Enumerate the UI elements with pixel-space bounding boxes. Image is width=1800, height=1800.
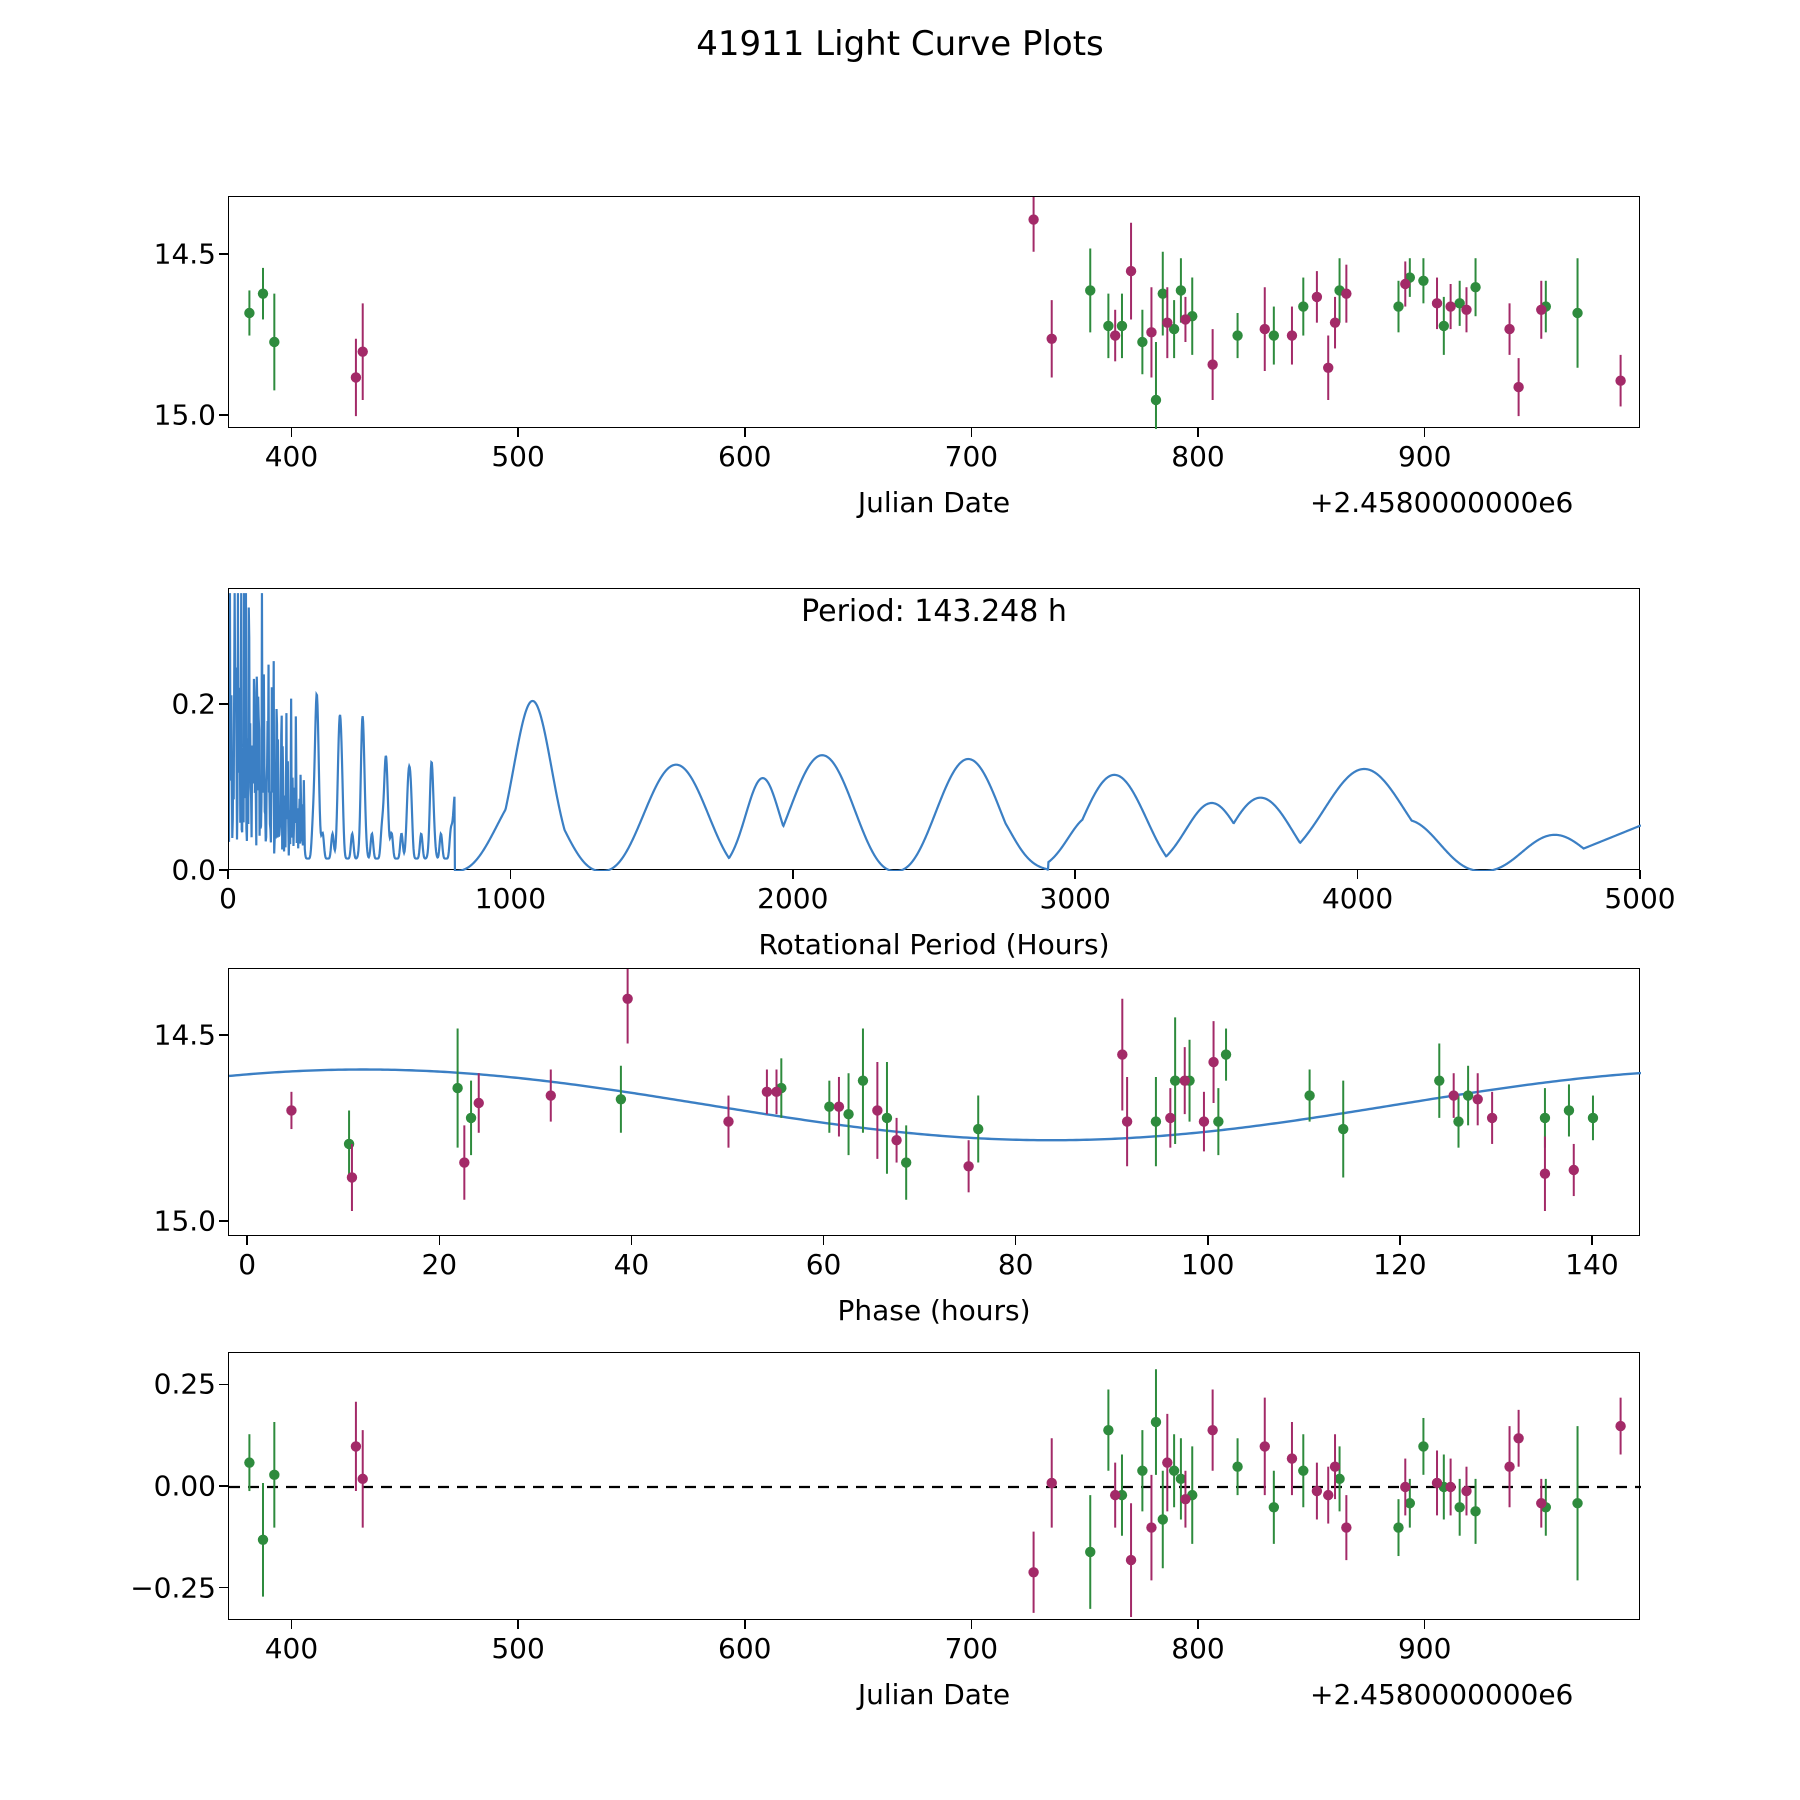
- x-tick-label: 100: [1181, 1248, 1235, 1281]
- x-tick-mark: [1424, 1620, 1426, 1629]
- data-point: [1207, 1425, 1217, 1435]
- data-point: [1572, 1498, 1582, 1508]
- data-point: [1418, 1441, 1428, 1451]
- x-tick-label: 700: [944, 1632, 999, 1665]
- data-point: [1536, 1498, 1546, 1508]
- y-tick-label: 0.0: [171, 853, 216, 887]
- x-tick-label: 120: [1373, 1248, 1427, 1281]
- x-axis-label-periodogram: Rotational Period (Hours): [758, 928, 1110, 961]
- data-point: [1461, 1486, 1471, 1496]
- x-tick-mark: [291, 1620, 293, 1629]
- data-point: [1400, 1482, 1410, 1492]
- x-tick-label: 400: [264, 440, 319, 473]
- x-tick-label: 60: [805, 1248, 842, 1281]
- data-point: [1158, 1514, 1168, 1524]
- data-point: [244, 1457, 254, 1467]
- data-point: [358, 1474, 368, 1484]
- data-point: [258, 1535, 268, 1545]
- x-tick-label: 1000: [474, 882, 547, 915]
- x-tick-label: 80: [997, 1248, 1034, 1281]
- x-tick-label: 0: [238, 1248, 257, 1281]
- y-tick-mark: [219, 1587, 228, 1589]
- x-axis-label-phased: Phase (hours): [837, 1294, 1031, 1327]
- x-tick-label: 2000: [757, 882, 829, 915]
- data-point: [1269, 1502, 1279, 1512]
- data-point: [1615, 1421, 1625, 1431]
- y-tick-label: −0.25: [130, 1571, 216, 1604]
- x-tick-label: 900: [1397, 440, 1452, 473]
- data-point: [1151, 1417, 1161, 1427]
- x-tick-label: 40: [613, 1248, 650, 1281]
- x-tick-label: 900: [1397, 1632, 1452, 1665]
- x-tick-label: 140: [1565, 1248, 1619, 1281]
- x-tick-label: 600: [718, 440, 772, 473]
- x-tick-label: 500: [491, 1632, 545, 1665]
- data-point: [1432, 1478, 1442, 1488]
- data-point: [1146, 1522, 1156, 1532]
- x-tick-label: 500: [491, 440, 545, 473]
- data-point: [1393, 1522, 1403, 1532]
- data-point: [1137, 1466, 1147, 1476]
- data-point: [1103, 1425, 1113, 1435]
- series-magenta-band: [351, 1390, 1626, 1617]
- data-point: [1470, 1506, 1480, 1516]
- data-point: [269, 1470, 279, 1480]
- x-axis-offset-label: +2.4580000000e6: [1310, 486, 1574, 519]
- data-point: [1162, 1457, 1172, 1467]
- data-point: [1298, 1466, 1308, 1476]
- x-tick-label: 800: [1171, 440, 1225, 473]
- x-tick-label: 5000: [1604, 882, 1676, 915]
- page-title: 41911 Light Curve Plots: [696, 24, 1104, 64]
- data-point: [1110, 1490, 1120, 1500]
- data-point: [1047, 1478, 1057, 1488]
- x-tick-label: 800: [1171, 1632, 1225, 1665]
- data-point: [1504, 1461, 1514, 1471]
- data-point: [1085, 1547, 1095, 1557]
- data-point: [1454, 1502, 1464, 1512]
- x-tick-label: 20: [421, 1248, 458, 1281]
- data-point: [1445, 1482, 1455, 1492]
- x-axis-label-residuals: Julian Date: [857, 1678, 1011, 1711]
- y-tick-label: 0.00: [153, 1469, 216, 1503]
- data-point: [1180, 1494, 1190, 1504]
- axes-residuals: [228, 1352, 1640, 1620]
- x-tick-mark: [971, 1620, 973, 1629]
- x-tick-mark: [1197, 1620, 1199, 1629]
- y-tick-mark: [219, 1384, 228, 1386]
- x-tick-label: 600: [718, 1632, 772, 1665]
- y-tick-mark: [219, 1485, 228, 1487]
- data-point: [1287, 1453, 1297, 1463]
- data-point: [1330, 1461, 1340, 1471]
- x-tick-label: 4000: [1321, 882, 1394, 915]
- x-tick-label: 400: [264, 1632, 319, 1665]
- x-tick-label: 3000: [1039, 882, 1111, 915]
- x-tick-mark: [517, 1620, 519, 1629]
- data-point: [1028, 1567, 1038, 1577]
- x-tick-label: 700: [944, 440, 999, 473]
- x-tick-label: 0: [219, 882, 237, 915]
- y-tick-label: 0.25: [153, 1367, 216, 1401]
- x-axis-offset-label: +2.4580000000e6: [1310, 1678, 1574, 1711]
- data-point: [1232, 1461, 1242, 1471]
- data-point: [1169, 1466, 1179, 1476]
- data-point: [1126, 1555, 1136, 1565]
- data-point: [1312, 1486, 1322, 1496]
- data-point: [1260, 1441, 1270, 1451]
- y-tick-label: 14.5: [153, 1018, 216, 1052]
- x-tick-mark: [744, 1620, 746, 1629]
- data-point: [1513, 1433, 1523, 1443]
- y-tick-label: 14.5: [153, 237, 216, 271]
- y-tick-label: 0.2: [171, 687, 216, 721]
- y-tick-label: 15.0: [153, 1204, 216, 1238]
- data-point: [1341, 1522, 1351, 1532]
- series-green-band: [244, 1369, 1583, 1609]
- y-tick-label: 15.0: [153, 398, 216, 432]
- x-axis-label-lightcurve: Julian Date: [857, 486, 1011, 519]
- panel-title-periodogram: Period: 143.248 h: [801, 594, 1067, 629]
- data-point: [351, 1441, 361, 1451]
- data-point: [1323, 1490, 1333, 1500]
